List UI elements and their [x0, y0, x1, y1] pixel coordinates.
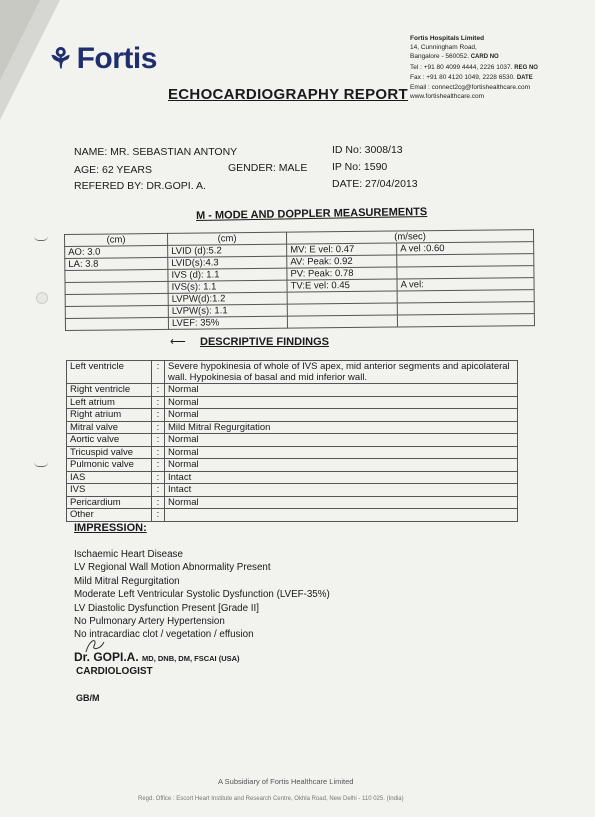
address-line: 14, Cunningham Road,: [410, 44, 477, 52]
finding-value: Intact: [165, 484, 518, 497]
company-name: Fortis Hospitals Limited: [410, 35, 485, 42]
punch-hole: [36, 292, 48, 304]
finding-label: IAS: [67, 471, 152, 484]
mmode-cell: LVID (d):5.2: [168, 244, 287, 257]
staple-mark: [34, 236, 48, 241]
fortis-logo-icon: ⚘: [48, 43, 73, 74]
finding-value: Normal: [165, 396, 518, 409]
impression-title: IMPRESSION:: [74, 522, 147, 534]
mmode-cell: MV: E vel: 0.47: [287, 243, 397, 256]
doctor-name: Dr. GOPI.A.: [74, 650, 139, 664]
doctor-qualifications: MD, DNB, DM, FSCAI (USA): [142, 654, 240, 663]
mmode-table: [64, 229, 535, 331]
mmode-cell: LVPW(d):1.2: [168, 292, 287, 305]
findings-row: [67, 471, 518, 484]
finding-label: Right ventricle: [67, 384, 152, 397]
mmode-cell: LVEF: 35%: [168, 316, 287, 329]
arrow-mark: ⟵: [170, 336, 186, 348]
findings-row: [67, 409, 518, 422]
impression-line: Ischaemic Heart Disease: [74, 549, 183, 560]
patient-age: AGE: 62 YEARS: [74, 164, 153, 176]
impression-line: LV Regional Wall Motion Abnormality Present: [74, 562, 271, 574]
mmode-cell: IVS (d): 1.1: [168, 268, 287, 281]
typist-initials: GB/M: [76, 693, 100, 703]
staple-mark: [34, 462, 48, 467]
patient-name: NAME: MR. SEBASTIAN ANTONY: [74, 146, 238, 158]
finding-value: Normal: [165, 446, 518, 459]
stamp-reg-no: REG NO: [514, 64, 538, 71]
mmode-header-cell: (cm): [167, 232, 286, 245]
finding-colon: :: [152, 409, 165, 422]
impression-line: No Pulmonary Artery Hypertension: [74, 616, 225, 628]
finding-value: Severe hypokinesia of whole of IVS apex, mid anterior segments and apicolateral wall. Hypokinesia of basal and mid inferior wall.: [165, 361, 518, 384]
mmode-cell: [397, 314, 534, 327]
findings-table: [66, 360, 518, 522]
mmode-cell: AO: 3.0: [65, 245, 168, 258]
mmode-cell: LVPW(s): 1.1: [168, 304, 287, 317]
findings-row: [67, 421, 518, 434]
mmode-cell: [65, 317, 168, 330]
findings-row: [67, 434, 518, 447]
mmode-title: M - MODE AND DOPPLER MEASUREMENTS: [195, 205, 428, 223]
finding-label: Mitral valve: [67, 421, 152, 434]
report-title: ECHOCARDIOGRAPHY REPORT: [168, 86, 408, 103]
stamp-date: DATE: [516, 74, 533, 81]
finding-label: Pulmonic valve: [67, 459, 152, 472]
doctor-name-line: [74, 650, 240, 664]
finding-value: Intact: [165, 471, 518, 484]
referred-by: REFERED BY: DR.GOPI. A.: [74, 180, 206, 192]
fortis-logo: [48, 42, 157, 76]
mmode-cell: IVS(s): 1.1: [168, 280, 287, 293]
finding-colon: :: [152, 421, 165, 434]
finding-label: Left ventricle: [67, 361, 152, 384]
doctor-role: CARDIOLOGIST: [76, 666, 153, 677]
address-line: www.fortishealthcare.com: [410, 93, 485, 101]
finding-label: Pericardium: [67, 496, 152, 509]
patient-gender: GENDER: MALE: [228, 162, 308, 174]
hospital-address: [410, 34, 538, 101]
finding-label: Left atrium: [67, 396, 152, 409]
report-date: DATE: 27/04/2013: [332, 178, 418, 190]
findings-row: [67, 361, 518, 384]
finding-colon: :: [152, 484, 165, 497]
finding-colon: :: [152, 509, 165, 522]
findings-row: [67, 459, 518, 472]
ip-no: IP No: 1590: [332, 161, 388, 173]
finding-colon: :: [152, 446, 165, 459]
id-no: ID No: 3008/13: [332, 144, 403, 156]
logo-text: Fortis: [76, 42, 157, 75]
address-line: Fax : +91 80 4120 1049, 2228 6530. DATE: [410, 73, 533, 81]
impression-line: Moderate Left Ventricular Systolic Dysfunction (LVEF-35%): [74, 589, 330, 601]
mmode-cell: [287, 315, 397, 328]
finding-colon: :: [152, 361, 165, 384]
findings-row: [67, 446, 518, 459]
finding-value: Normal: [165, 434, 518, 447]
finding-value: Normal: [165, 384, 518, 397]
address-line: Bangalore - 560052. CARD NO: [410, 53, 499, 61]
mmode-cell: TV:E vel: 0.45: [287, 279, 397, 292]
findings-row: [67, 484, 518, 497]
findings-title: DESCRIPTIVE FINDINGS: [200, 336, 329, 348]
mmode-cell: [65, 305, 168, 318]
mmode-cell: AV: Peak: 0.92: [287, 255, 397, 268]
findings-row: [67, 384, 518, 397]
address-line: Tel : +91 80 4099 4444, 2226 1037. REG NO: [410, 63, 538, 71]
mmode-cell: LVID(s):4.3: [168, 256, 287, 269]
mmode-cell: [65, 269, 168, 282]
mmode-cell: A vel:: [397, 278, 534, 291]
finding-colon: :: [152, 471, 165, 484]
mmode-cell: [65, 293, 168, 306]
mmode-cell: A vel :0.60: [397, 242, 534, 255]
stamp-card-no: CARD NO: [470, 54, 499, 61]
mmode-header-cell: (m/sec): [286, 230, 533, 245]
findings-row: [67, 509, 518, 522]
impression-line: No intracardiac clot / vegetation / effusion: [74, 629, 254, 641]
mmode-header-cell: (cm): [65, 233, 168, 246]
impression-list: [74, 548, 330, 642]
finding-value: Normal: [165, 409, 518, 422]
address-line: Email : connect2cg@fortishealthcare.com: [410, 84, 531, 92]
mmode-cell: LA: 3.8: [65, 257, 168, 270]
impression-line: Mild Mitral Regurgitation: [74, 575, 180, 587]
finding-colon: :: [152, 396, 165, 409]
finding-value: Mild Mitral Regurgitation: [165, 421, 518, 434]
finding-label: Other: [67, 509, 152, 522]
finding-label: Right atrium: [67, 409, 152, 422]
mmode-cell: PV: Peak: 0.78: [287, 267, 397, 280]
finding-colon: :: [152, 459, 165, 472]
findings-row: [67, 496, 518, 509]
finding-colon: :: [152, 384, 165, 397]
finding-label: Aortic valve: [67, 434, 152, 447]
finding-label: Tricuspid valve: [67, 446, 152, 459]
finding-value: Normal: [165, 496, 518, 509]
finding-colon: :: [152, 434, 165, 447]
findings-row: [67, 396, 518, 409]
mmode-cell: [65, 281, 168, 294]
impression-line: LV Diastolic Dysfunction Present [Grade II]: [74, 602, 259, 614]
finding-value: [165, 509, 518, 522]
footer-subsidiary: A Subsidiary of Fortis Healthcare Limited: [218, 777, 354, 786]
footer-regd-office: Regd. Office : Escort Heart Institute and Research Centre, Okhla Road, New Delhi - 110 025. (India): [138, 796, 404, 802]
finding-colon: :: [152, 496, 165, 509]
finding-label: IVS: [67, 484, 152, 497]
finding-value: Normal: [165, 459, 518, 472]
